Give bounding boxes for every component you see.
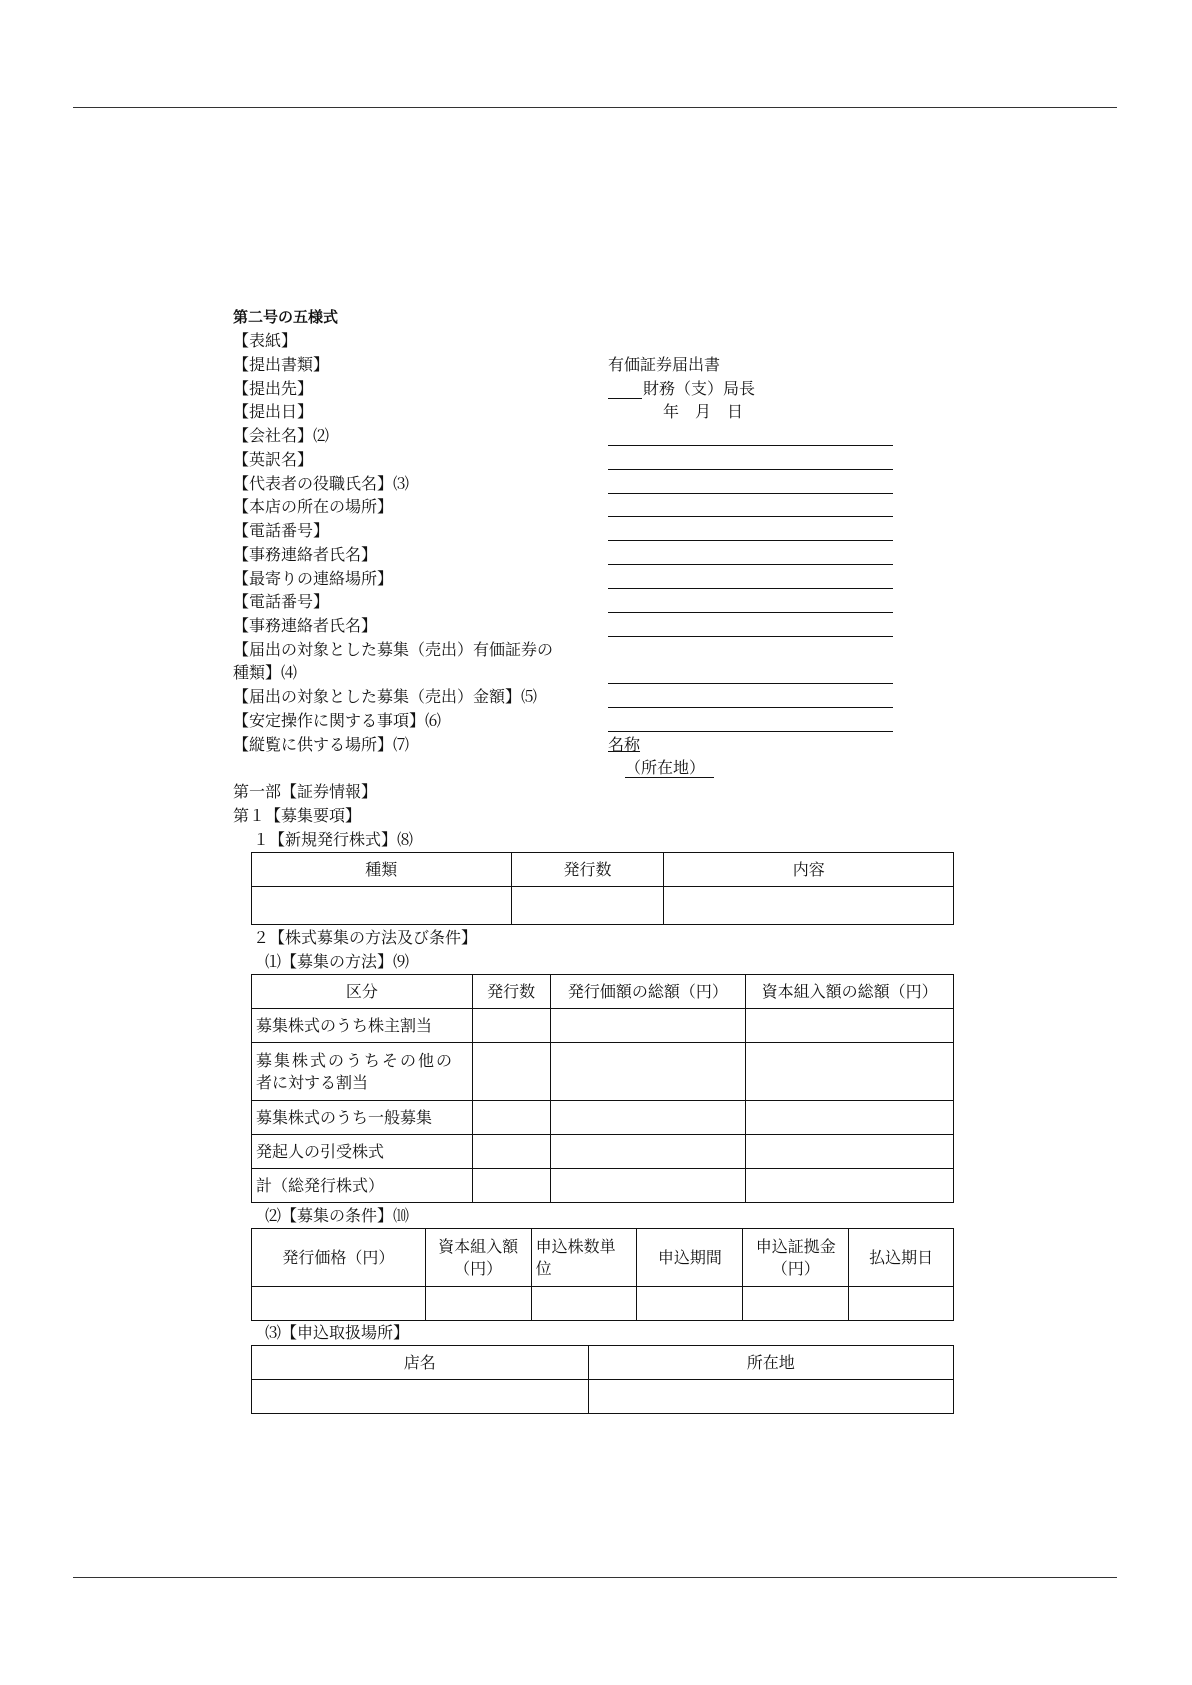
header-line-1: 資本組入額 xyxy=(438,1236,519,1256)
item1-heading: １【新規発行株式】⑻ xyxy=(253,830,414,849)
table-header: 発行価額の総額（円） xyxy=(550,975,746,1009)
label-head-office: 【本店の所在の場所】 xyxy=(233,497,394,516)
table-header xyxy=(743,1229,849,1287)
row-label: 発起人の引受株式 xyxy=(252,1135,473,1169)
row-label: 募集株式のうち株主割当 xyxy=(252,1009,473,1043)
table-cell xyxy=(746,1135,954,1169)
table-cell xyxy=(743,1287,849,1321)
table-header: 発行価格（円） xyxy=(252,1229,426,1287)
blank-line xyxy=(608,612,893,613)
blank-line xyxy=(608,636,893,637)
label-securities-type-2: 種類】⑷ xyxy=(233,663,298,682)
offering-terms-table xyxy=(251,1228,954,1321)
table-header: 内容 xyxy=(664,853,954,887)
item2-heading: ２【株式募集の方法及び条件】 xyxy=(253,928,478,947)
application-places-table xyxy=(251,1345,954,1414)
blank-line xyxy=(608,493,893,494)
table-cell xyxy=(531,1287,637,1321)
label-phone-1: 【電話番号】 xyxy=(233,521,330,540)
new-shares-table xyxy=(251,852,954,925)
table-cell xyxy=(588,1380,953,1414)
cover-heading: 【表紙】 xyxy=(233,331,298,350)
table-header: 払込期日 xyxy=(849,1229,954,1287)
label-securities-type-1: 【届出の対象とした募集（売出）有価証券の xyxy=(233,640,554,659)
label-offering-amount: 【届出の対象とした募集（売出）金額】⑸ xyxy=(233,687,538,706)
table-header: 店名 xyxy=(252,1346,589,1380)
table-header: 区分 xyxy=(252,975,473,1009)
table-cell xyxy=(252,1287,426,1321)
table-cell xyxy=(849,1287,954,1321)
label-phone-2: 【電話番号】 xyxy=(233,592,330,611)
label-contact-1: 【事務連絡者氏名】 xyxy=(233,545,378,564)
location-underline xyxy=(625,777,714,778)
table-cell xyxy=(472,1009,550,1043)
table-cell xyxy=(511,887,664,925)
value-submit-date: 年 月 日 xyxy=(663,402,744,421)
label-company-name: 【会社名】⑵ xyxy=(233,426,330,445)
header-rule xyxy=(73,107,1117,108)
label-contact-2: 【事務連絡者氏名】 xyxy=(233,616,378,635)
table-header: 発行数 xyxy=(511,853,664,887)
table-cell xyxy=(746,1101,954,1135)
sub3-heading: ⑶【申込取扱場所】 xyxy=(265,1323,410,1342)
table-header: 発行数 xyxy=(472,975,550,1009)
table-header xyxy=(531,1229,637,1287)
table-cell xyxy=(472,1169,550,1203)
table-cell xyxy=(252,887,512,925)
blank-line xyxy=(608,683,893,684)
value-place-name: 名称 xyxy=(608,735,641,754)
table-cell xyxy=(550,1101,746,1135)
row-label: 計（総発行株式） xyxy=(252,1169,473,1203)
table-header: 資本組入額の総額（円） xyxy=(746,975,954,1009)
table-cell xyxy=(472,1135,550,1169)
blank-line xyxy=(608,469,893,470)
row-label: 募集株式のうち一般募集 xyxy=(252,1101,473,1135)
header-line-2: （円） xyxy=(454,1258,503,1278)
blank-line xyxy=(608,707,893,708)
table-header: 所在地 xyxy=(588,1346,953,1380)
label-submit-to: 【提出先】 xyxy=(233,379,314,398)
table-header: 種類 xyxy=(252,853,512,887)
sub1-heading: ⑴【募集の方法】⑼ xyxy=(265,952,410,971)
table-cell xyxy=(550,1043,746,1101)
blank-line xyxy=(608,540,893,541)
label-english-name: 【英訳名】 xyxy=(233,450,314,469)
form-title: 第二号の五様式 xyxy=(233,308,339,326)
row-label xyxy=(252,1043,473,1101)
part1-heading: 第一部【証券情報】 xyxy=(233,782,378,801)
table-cell xyxy=(550,1009,746,1043)
blank-line xyxy=(608,731,893,732)
table-cell xyxy=(472,1101,550,1135)
label-nearest-contact: 【最寄りの連絡場所】 xyxy=(233,569,394,588)
table-header: 申込期間 xyxy=(637,1229,743,1287)
value-submission-doc: 有価証券届出書 xyxy=(608,355,721,374)
label-submission-doc: 【提出書類】 xyxy=(233,355,330,374)
value-submit-to: 財務（支）局長 xyxy=(643,379,756,398)
table-cell xyxy=(252,1380,589,1414)
label-inspection-place: 【縦覧に供する場所】⑺ xyxy=(233,735,410,754)
blank-line xyxy=(608,445,893,446)
header-line-2: 位 xyxy=(535,1258,552,1278)
value-place-location: （所在地） xyxy=(625,758,706,777)
header-line-2: （円） xyxy=(771,1258,820,1278)
table-cell xyxy=(746,1009,954,1043)
table-cell xyxy=(746,1169,954,1203)
label-submit-date: 【提出日】 xyxy=(233,402,314,421)
blank-line xyxy=(608,564,893,565)
sub2-heading: ⑵【募集の条件】⑽ xyxy=(265,1206,410,1225)
blank-line xyxy=(608,516,893,517)
table-cell xyxy=(637,1287,743,1321)
table-cell xyxy=(664,887,954,925)
table-cell xyxy=(550,1169,746,1203)
blank-underline xyxy=(608,398,642,399)
label-stabilization: 【安定操作に関する事項】⑹ xyxy=(233,711,442,730)
table-cell xyxy=(746,1043,954,1101)
table-cell xyxy=(425,1287,531,1321)
footer-rule xyxy=(73,1577,1117,1578)
section1-heading: 第１【募集要項】 xyxy=(233,806,362,825)
row-label-line-2: 者に対する割当 xyxy=(256,1072,369,1092)
table-cell xyxy=(472,1043,550,1101)
label-representative: 【代表者の役職氏名】⑶ xyxy=(233,474,410,493)
offering-method-table xyxy=(251,974,954,1203)
table-cell xyxy=(550,1135,746,1169)
header-line-1: 申込証拠金 xyxy=(755,1236,836,1256)
blank-line xyxy=(608,588,893,589)
table-header xyxy=(425,1229,531,1287)
row-label-line-1: 募集株式のうちその他の xyxy=(256,1050,455,1070)
header-line-1: 申込株数単 xyxy=(535,1236,616,1256)
